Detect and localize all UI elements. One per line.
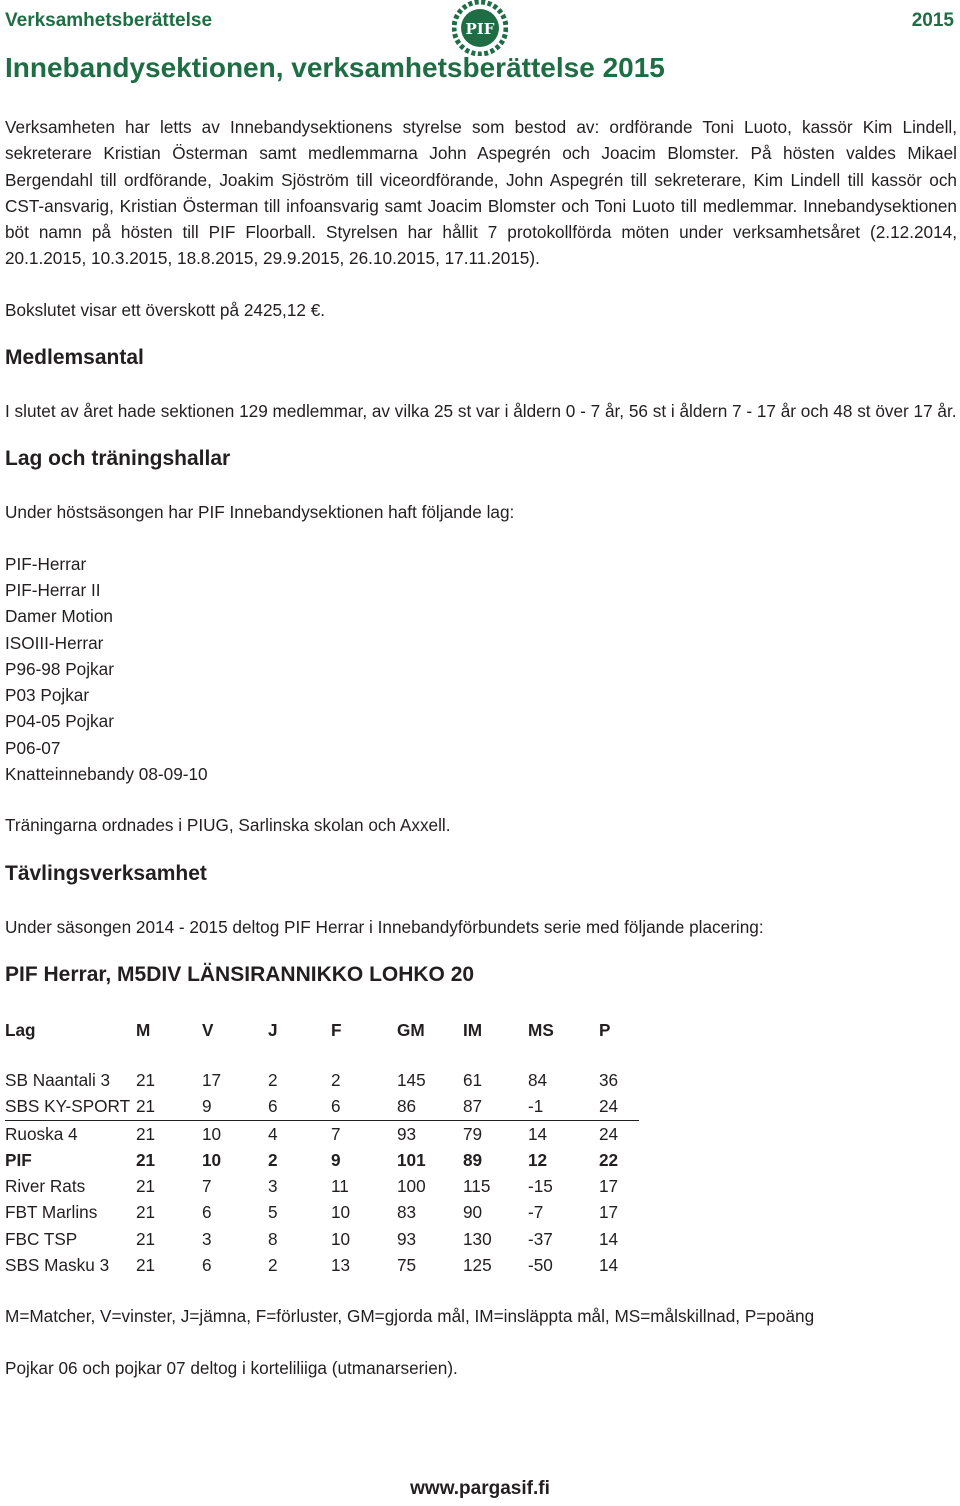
members-paragraph: I slutet av året hade sektionen 129 medlemmar, av vilka 25 st var i åldern 0 - 7 år, 56 st i åldern 7 - 17 år och 48 st över 17 år.	[5, 401, 957, 422]
table-cell: 6	[202, 1202, 212, 1223]
table-cell: 79	[463, 1123, 483, 1144]
table-cell: -37	[528, 1228, 553, 1249]
table-cell: 17	[599, 1176, 619, 1197]
table-cell: 21	[136, 1176, 156, 1197]
table-cell: PIF	[5, 1149, 32, 1170]
list-item: Damer Motion	[5, 606, 113, 627]
competition-heading: Tävlingsverksamhet	[5, 861, 207, 885]
table-row	[5, 1120, 639, 1147]
table-cell: 84	[528, 1069, 548, 1090]
table-cell: 21	[136, 1069, 156, 1090]
table-cell: 125	[463, 1255, 492, 1276]
table-cell: 2	[268, 1149, 278, 1170]
members-heading: Medlemsantal	[5, 346, 144, 370]
table-cell: 10	[202, 1123, 222, 1144]
table-cell: 9	[331, 1149, 341, 1170]
list-item: P96-98 Pojkar	[5, 658, 114, 679]
table-cell: 7	[331, 1123, 341, 1144]
table-cell: 2	[331, 1069, 341, 1090]
table-cell: 24	[599, 1123, 619, 1144]
table-cell: 61	[463, 1069, 483, 1090]
teams-heading: Lag och träningshallar	[5, 447, 231, 471]
pif-logo-icon	[452, 0, 508, 56]
list-item: Knatteinnebandy 08-09-10	[5, 764, 208, 785]
table-cell: 21	[136, 1149, 156, 1170]
table-cell: 83	[397, 1202, 417, 1223]
table-cell: 2	[268, 1255, 278, 1276]
competition-intro: Under säsongen 2014 - 2015 deltog PIF Herrar i Innebandyförbundets serie med följande placering:	[5, 916, 764, 937]
table-cell: 100	[397, 1176, 426, 1197]
table-cell: 130	[463, 1228, 492, 1249]
column-header: M	[136, 1019, 151, 1040]
page-title: Innebandysektionen, verksamhetsberättelse 2015	[5, 52, 665, 83]
table-cell: 90	[463, 1202, 483, 1223]
table-cell: 36	[599, 1069, 619, 1090]
table-cell: 7	[202, 1176, 212, 1197]
table-row	[5, 1199, 639, 1225]
list-item: PIF-Herrar II	[5, 579, 101, 600]
teams-intro: Under höstsäsongen har PIF Innebandysektionen haft följande lag:	[5, 502, 515, 523]
table-cell: 93	[397, 1123, 417, 1144]
table-cell: 21	[136, 1202, 156, 1223]
table-cell: 6	[202, 1255, 212, 1276]
table-cell: 21	[136, 1123, 156, 1144]
table-cell: 86	[397, 1093, 463, 1120]
running-header-title: Verksamhetsberättelse	[5, 10, 213, 31]
table-cell: 4	[268, 1123, 278, 1144]
table-cell: 10	[331, 1202, 351, 1223]
list-item: ISOIII-Herrar	[5, 632, 104, 653]
table-cell: -15	[528, 1176, 553, 1197]
table-cell: 17	[599, 1202, 619, 1223]
table-row	[5, 1093, 639, 1120]
svg-text:PIF: PIF	[465, 20, 495, 38]
table-cell: 14	[528, 1123, 548, 1144]
table-cell: 101	[397, 1149, 426, 1170]
table-row	[5, 1226, 639, 1252]
table-cell: Ruoska 4	[5, 1123, 78, 1144]
table-cell: 2	[268, 1069, 278, 1090]
table-row	[5, 1147, 639, 1173]
table-cell: 115	[463, 1176, 491, 1197]
column-header: MS	[528, 1019, 554, 1040]
table-cell: FBT Marlins	[5, 1202, 98, 1223]
table-cell: 24	[599, 1093, 639, 1120]
table-cell: River Rats	[5, 1176, 86, 1197]
footer-url: www.pargasif.fi	[410, 1478, 550, 1499]
bokslut-paragraph: Bokslutet visar ett överskott på 2425,12 €.	[5, 299, 326, 320]
league-title: PIF Herrar, M5DIV LÄNSIRANNIKKO LOHKO 20	[5, 962, 475, 986]
document-body	[5, 114, 957, 1381]
table-cell: -1	[528, 1093, 599, 1120]
table-cell: 14	[599, 1255, 619, 1276]
table-cell: 87	[463, 1093, 528, 1120]
column-header: GM	[397, 1019, 425, 1040]
table-row	[5, 1173, 639, 1199]
column-header: F	[331, 1019, 342, 1040]
table-cell: 22	[599, 1149, 619, 1170]
standings-table	[5, 1015, 639, 1278]
table-cell: 10	[202, 1149, 222, 1170]
table-header-row	[5, 1015, 639, 1045]
table-cell: 21	[136, 1228, 156, 1249]
column-header: V	[202, 1019, 214, 1040]
table-cell: 21	[136, 1093, 202, 1120]
table-cell: 8	[268, 1228, 278, 1249]
table-cell: 6	[331, 1093, 397, 1120]
table-cell: 89	[463, 1149, 483, 1170]
table-cell: 10	[331, 1228, 351, 1249]
list-item: P03 Pojkar	[5, 685, 90, 706]
table-cell: FBC TSP	[5, 1228, 78, 1249]
list-item: PIF-Herrar	[5, 553, 87, 574]
table-cell: 21	[136, 1255, 156, 1276]
table-cell: -7	[528, 1202, 544, 1223]
table-row	[5, 1067, 639, 1093]
table-cell: 13	[331, 1255, 351, 1276]
running-header-year: 2015	[911, 10, 954, 31]
column-header: Lag	[5, 1019, 36, 1040]
table-cell: 17	[202, 1069, 222, 1090]
table-cell: 3	[268, 1176, 278, 1197]
table-cell: 9	[202, 1093, 268, 1120]
legend-paragraph: M=Matcher, V=vinster, J=jämna, F=förluster, GM=gjorda mål, IM=insläppta mål, MS=målskillnad, P=poäng	[5, 1306, 815, 1327]
table-cell: SBS Masku 3	[5, 1255, 110, 1276]
training-paragraph: Träningarna ordnades i PIUG, Sarlinska skolan och Axxell.	[5, 815, 451, 836]
table-cell: SBS KY-SPORT	[5, 1093, 136, 1120]
table-cell: 11	[331, 1176, 349, 1197]
intro-paragraph: Verksamheten har letts av Innebandysektionens styrelse som bestod av: ordförande Toni Luoto, kassör Kim Lindell, sekreterare Kristian Österman samt medlemmarna John Aspegrén och Joacim Blomster. På hösten valdes Mikael Bergendahl till ordförande, Joakim Sjöström till viceordförande, John Aspegrén till sekreterare, Kim Lindell till kassör och CST-ansvarig, Kristian Österman till infoansvarig samt Joacim Blomster och Toni Luoto till medlemmar. Innebandysektionen böt namn på hösten till PIF Floorball. Styrelsen har hållit 7 protokollförda möten under verksamhetsåret (2.12.2014, 20.1.2015, 10.3.2015, 18.8.2015, 29.9.2015, 26.10.2015, 17.11.2015).	[5, 117, 957, 269]
table-cell: 12	[528, 1149, 548, 1170]
note-paragraph: Pojkar 06 och pojkar 07 deltog i korteliliiga (utmanarserien).	[5, 1357, 458, 1378]
table-row	[5, 1252, 639, 1278]
table-cell: SB Naantali 3	[5, 1069, 111, 1090]
table-cell: 93	[397, 1228, 417, 1249]
table-cell: 5	[268, 1202, 278, 1223]
table-cell: -50	[528, 1255, 553, 1276]
table-cell: 3	[202, 1228, 212, 1249]
table-cell: 14	[599, 1228, 619, 1249]
list-item: P06-07	[5, 737, 61, 758]
table-cell: 75	[397, 1255, 417, 1276]
column-header: P	[599, 1019, 611, 1040]
list-item: P04-05 Pojkar	[5, 711, 114, 732]
column-header: IM	[463, 1019, 483, 1040]
table-cell: 6	[268, 1093, 331, 1120]
table-cell: 145	[397, 1069, 426, 1090]
teams-list	[5, 551, 957, 788]
column-header: J	[268, 1019, 278, 1040]
